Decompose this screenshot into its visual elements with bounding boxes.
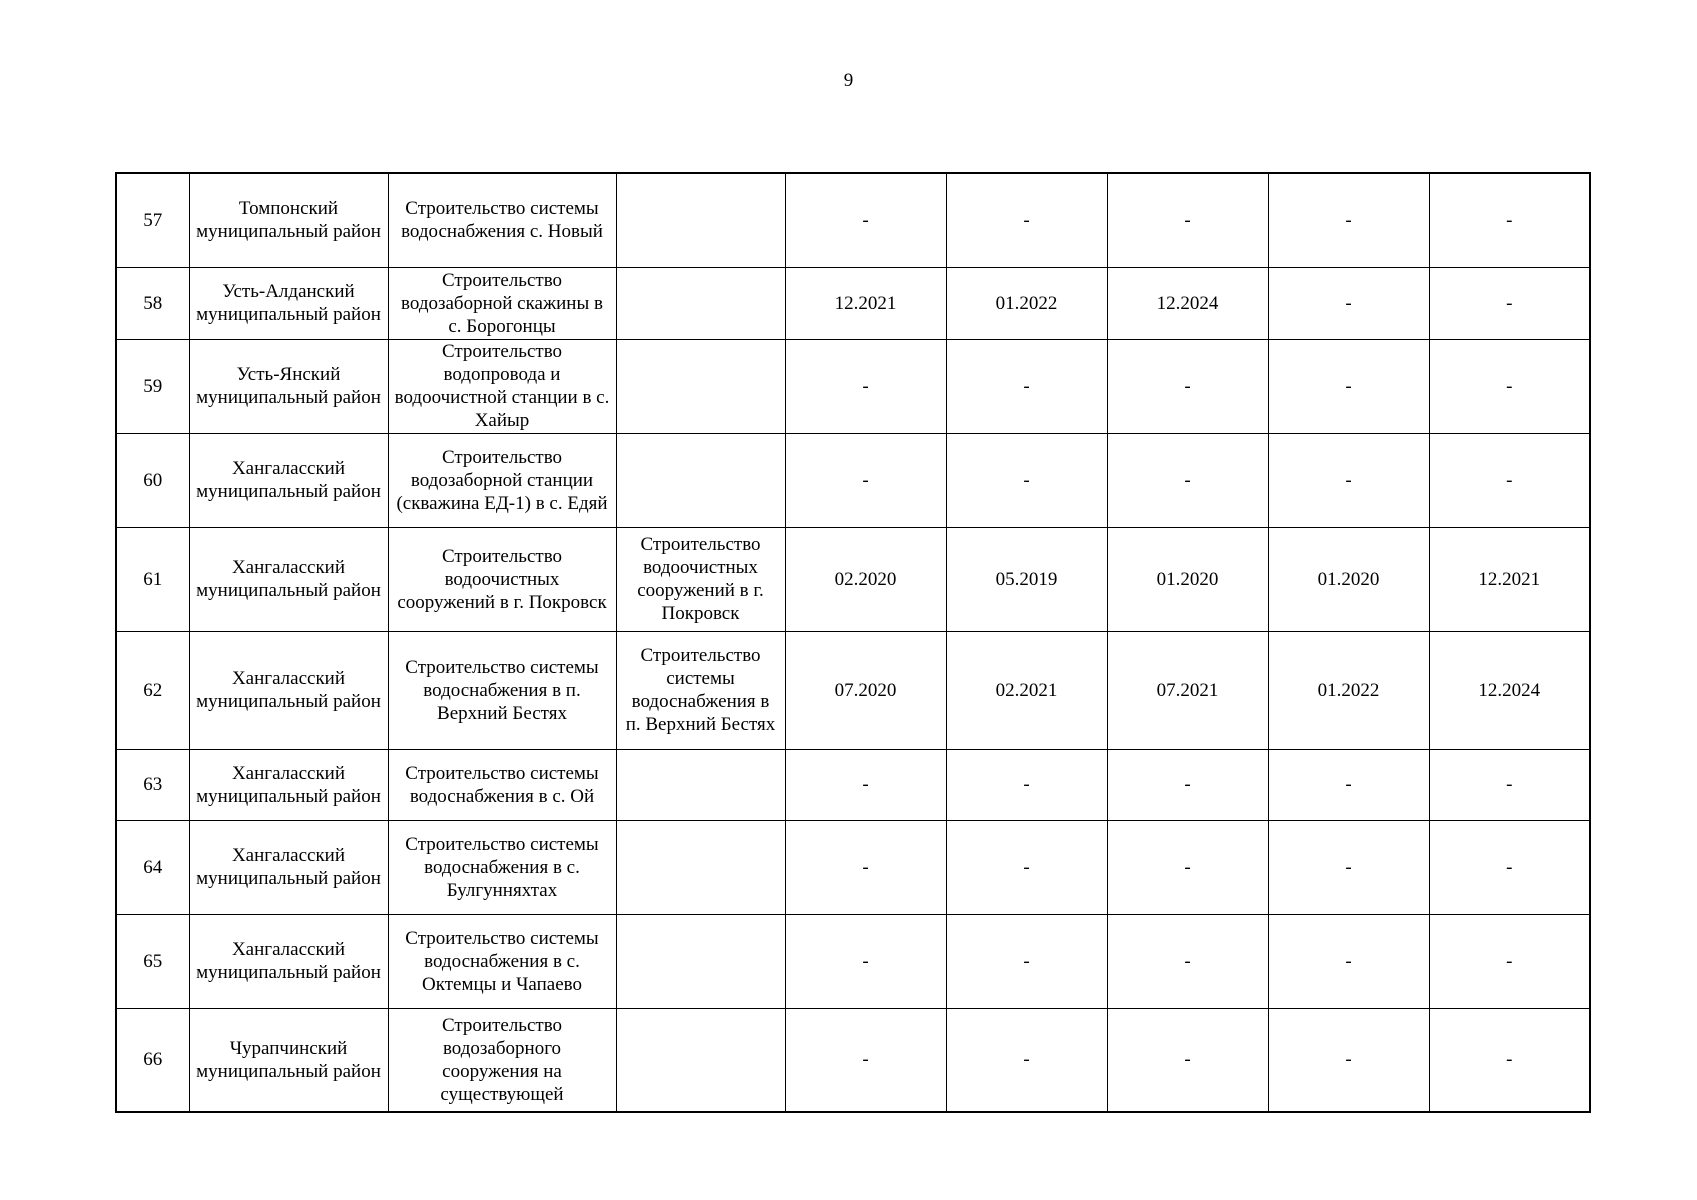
- date-cell-5: -: [1429, 433, 1590, 527]
- date-cell-1: -: [785, 914, 946, 1008]
- date-cell-2: 01.2022: [946, 267, 1107, 339]
- date-cell-2: -: [946, 433, 1107, 527]
- table-row: [116, 527, 1590, 631]
- date-cell-2: 05.2019: [946, 527, 1107, 631]
- date-cell-2: -: [946, 1008, 1107, 1112]
- project-cell: Строительство водозаборной скажины в с. Борогонцы: [388, 267, 616, 339]
- district-cell: Хангаласский муниципальный район: [189, 527, 388, 631]
- date-cell-1: -: [785, 173, 946, 267]
- project-cell: Строительство системы водоснабжения в с. Октемцы и Чапаево: [388, 914, 616, 1008]
- date-cell-5: -: [1429, 820, 1590, 914]
- row-number-cell: 59: [116, 339, 189, 433]
- date-cell-1: 07.2020: [785, 631, 946, 749]
- date-cell-3: -: [1107, 1008, 1268, 1112]
- date-cell-4: -: [1268, 267, 1429, 339]
- district-cell: Усть-Янский муниципальный район: [189, 339, 388, 433]
- project-detail-cell: Строительство водоочистных сооружений в г. Покровск: [616, 527, 785, 631]
- row-number-cell: 58: [116, 267, 189, 339]
- date-cell-4: -: [1268, 914, 1429, 1008]
- district-cell: Хангаласский муниципальный район: [189, 433, 388, 527]
- row-number-cell: 65: [116, 914, 189, 1008]
- date-cell-4: -: [1268, 820, 1429, 914]
- date-cell-1: -: [785, 339, 946, 433]
- project-cell: Строительство водозаборной станции (скважина ЕД-1) в с. Едяй: [388, 433, 616, 527]
- date-cell-4: 01.2022: [1268, 631, 1429, 749]
- date-cell-1: 02.2020: [785, 527, 946, 631]
- date-cell-5: -: [1429, 267, 1590, 339]
- date-cell-2: -: [946, 749, 1107, 820]
- date-cell-3: 07.2021: [1107, 631, 1268, 749]
- date-cell-5: -: [1429, 173, 1590, 267]
- table-row: [116, 267, 1590, 339]
- project-cell: Строительство системы водоснабжения в с. Ой: [388, 749, 616, 820]
- project-detail-cell: [616, 1008, 785, 1112]
- project-detail-cell: [616, 749, 785, 820]
- project-detail-cell: [616, 173, 785, 267]
- date-cell-3: -: [1107, 749, 1268, 820]
- project-cell: Строительство водопровода и водоочистной станции в с. Хайыр: [388, 339, 616, 433]
- project-detail-cell: [616, 914, 785, 1008]
- date-cell-2: -: [946, 339, 1107, 433]
- project-cell: Строительство водоочистных сооружений в г. Покровск: [388, 527, 616, 631]
- table-row: [116, 173, 1590, 267]
- date-cell-2: -: [946, 173, 1107, 267]
- date-cell-5: -: [1429, 914, 1590, 1008]
- date-cell-4: -: [1268, 173, 1429, 267]
- date-cell-1: -: [785, 433, 946, 527]
- date-cell-4: 01.2020: [1268, 527, 1429, 631]
- date-cell-5: 12.2024: [1429, 631, 1590, 749]
- date-cell-5: -: [1429, 339, 1590, 433]
- project-detail-cell: [616, 267, 785, 339]
- project-detail-cell: [616, 339, 785, 433]
- date-cell-3: -: [1107, 914, 1268, 1008]
- table-row: [116, 820, 1590, 914]
- date-cell-2: 02.2021: [946, 631, 1107, 749]
- district-cell: Усть-Алданский муниципальный район: [189, 267, 388, 339]
- date-cell-3: -: [1107, 433, 1268, 527]
- project-table: [115, 172, 1591, 1113]
- table-row: [116, 631, 1590, 749]
- row-number-cell: 61: [116, 527, 189, 631]
- date-cell-3: -: [1107, 339, 1268, 433]
- date-cell-4: -: [1268, 433, 1429, 527]
- date-cell-3: -: [1107, 173, 1268, 267]
- district-cell: Хангаласский муниципальный район: [189, 820, 388, 914]
- date-cell-5: -: [1429, 1008, 1590, 1112]
- date-cell-4: -: [1268, 1008, 1429, 1112]
- table-row: [116, 433, 1590, 527]
- project-cell: Строительство водозаборного сооружения на существующей: [388, 1008, 616, 1112]
- date-cell-5: -: [1429, 749, 1590, 820]
- date-cell-1: -: [785, 749, 946, 820]
- date-cell-4: -: [1268, 749, 1429, 820]
- table-row: [116, 339, 1590, 433]
- table-row: [116, 749, 1590, 820]
- date-cell-2: -: [946, 820, 1107, 914]
- date-cell-4: -: [1268, 339, 1429, 433]
- district-cell: Чурапчинский муниципальный район: [189, 1008, 388, 1112]
- row-number-cell: 62: [116, 631, 189, 749]
- page-number: 9: [843, 70, 854, 91]
- row-number-cell: 64: [116, 820, 189, 914]
- date-cell-1: -: [785, 1008, 946, 1112]
- row-number-cell: 57: [116, 173, 189, 267]
- date-cell-3: 01.2020: [1107, 527, 1268, 631]
- date-cell-1: 12.2021: [785, 267, 946, 339]
- row-number-cell: 60: [116, 433, 189, 527]
- date-cell-1: -: [785, 820, 946, 914]
- date-cell-3: -: [1107, 820, 1268, 914]
- row-number-cell: 63: [116, 749, 189, 820]
- project-detail-cell: [616, 820, 785, 914]
- district-cell: Томпонский муниципальный район: [189, 173, 388, 267]
- date-cell-5: 12.2021: [1429, 527, 1590, 631]
- project-detail-cell: [616, 433, 785, 527]
- table-row: [116, 914, 1590, 1008]
- project-cell: Строительство системы водоснабжения в п. Верхний Бестях: [388, 631, 616, 749]
- district-cell: Хангаласский муниципальный район: [189, 631, 388, 749]
- date-cell-2: -: [946, 914, 1107, 1008]
- district-cell: Хангаласский муниципальный район: [189, 914, 388, 1008]
- project-detail-cell: Строительство системы водоснабжения в п. Верхний Бестях: [616, 631, 785, 749]
- project-cell: Строительство системы водоснабжения с. Новый: [388, 173, 616, 267]
- table-row: [116, 1008, 1590, 1112]
- date-cell-3: 12.2024: [1107, 267, 1268, 339]
- project-cell: Строительство системы водоснабжения в с. Булгунняхтах: [388, 820, 616, 914]
- row-number-cell: 66: [116, 1008, 189, 1112]
- district-cell: Хангаласский муниципальный район: [189, 749, 388, 820]
